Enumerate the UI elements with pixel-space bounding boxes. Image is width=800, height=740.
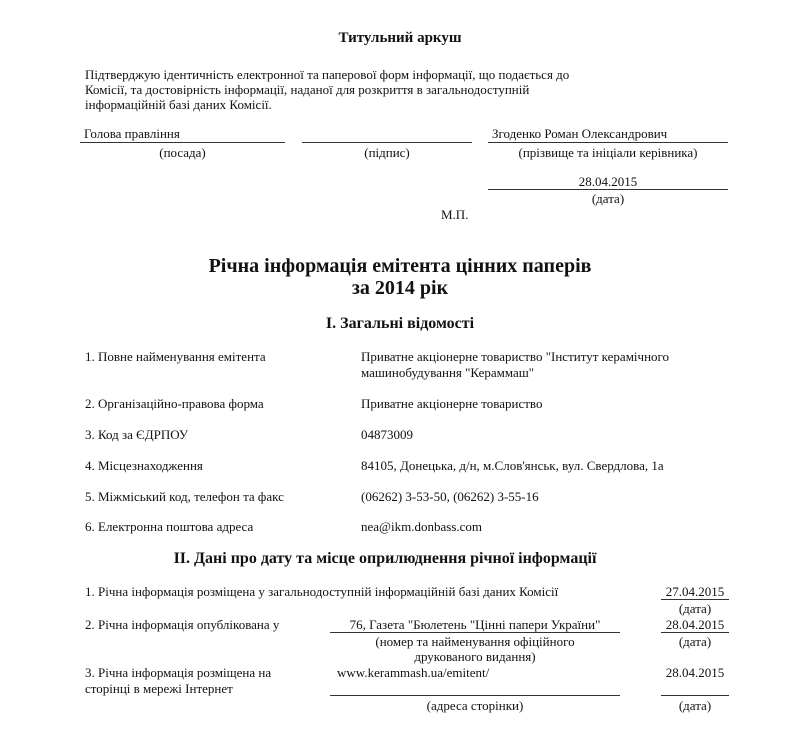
info-value: 04873009	[361, 427, 413, 442]
info-label: 4. Місцезнаходження	[85, 458, 203, 473]
info-label: 3. Код за ЄДРПОУ	[85, 427, 189, 442]
signature-underline	[302, 142, 472, 143]
url-underline	[330, 695, 620, 696]
print-date-caption: (дата)	[678, 634, 712, 649]
db-date-caption: (дата)	[678, 601, 712, 616]
publication-web-date: 28.04.2015	[665, 665, 725, 680]
section1-heading: І. Загальні відомості	[325, 315, 475, 332]
print-date-underline	[661, 632, 729, 633]
position-underline	[80, 142, 285, 143]
info-label: 2. Організаційно-правова форма	[85, 396, 264, 411]
title-sheet-heading: Титульний аркуш	[338, 30, 462, 46]
info-value: (06262) 3-53-50, (06262) 3-55-16	[361, 489, 539, 504]
publication-caption: (номер та найменування офіційного	[375, 634, 575, 649]
publication-db-date: 27.04.2015	[665, 584, 725, 599]
info-value: 84105, Донецька, д/н, м.Слов'янськ, вул. Свердлова, 1а	[361, 458, 664, 473]
publication-print-name: 76, Газета "Бюлетень "Цінні папери України"	[349, 617, 601, 632]
section2-heading: ІІ. Дані про дату та місце оприлюднення річної інформації	[173, 550, 597, 567]
signature-caption: (підпис)	[364, 145, 410, 160]
publication-web-url[interactable]: www.kerammash.ua/emitent/	[337, 665, 490, 680]
stamp-label: М.П.	[441, 207, 469, 222]
sign-date: 28.04.2015	[578, 174, 638, 189]
info-value: nea@ikm.donbass.com	[361, 519, 483, 534]
publication-print-label: 2. Річна інформація опублікована у	[85, 617, 280, 632]
db-date-underline	[661, 599, 729, 600]
publication-underline	[330, 632, 620, 633]
publication-db-label: 1. Річна інформація розміщена у загальнодоступній інформаційній базі даних Комісії	[85, 584, 559, 599]
info-value: Приватне акціонерне товариство	[361, 396, 543, 411]
name-underline	[488, 142, 728, 143]
report-title-line2: за 2014 рік	[351, 277, 449, 299]
position-caption: (посада)	[159, 145, 206, 160]
publication-web-label: 3. Річна інформація розміщена на	[85, 665, 272, 680]
publication-print-date: 28.04.2015	[665, 617, 725, 632]
info-label: 5. Міжміський код, телефон та факс	[85, 489, 284, 504]
confirmation-line: Підтверджую ідентичність електронної та паперової форм інформації, що подається до	[85, 67, 570, 82]
url-caption: (адреса сторінки)	[426, 698, 524, 713]
director-name: Згоденко Роман Олександрович	[492, 126, 668, 141]
date-caption: (дата)	[591, 191, 625, 206]
publication-caption: друкованого видання)	[414, 649, 536, 664]
publication-web-label: сторінці в мережі Інтернет	[85, 681, 233, 696]
confirmation-line: Комісії, та достовірність інформації, наданої для розкриття в загальнодоступній	[85, 82, 530, 97]
position-value: Голова правління	[84, 126, 180, 141]
info-label: 6. Електронна поштова адреса	[85, 519, 254, 534]
confirmation-line: інформаційній базі даних Комісії.	[85, 97, 272, 112]
web-date-caption: (дата)	[678, 698, 712, 713]
web-date-underline	[661, 695, 729, 696]
name-caption: (прізвище та ініціали керівника)	[518, 145, 698, 160]
date-underline	[488, 189, 728, 190]
report-title-line1: Річна інформація емітента цінних паперів	[208, 255, 592, 277]
info-value: машинобудування "Кераммаш"	[361, 365, 535, 380]
info-label: 1. Повне найменування емітента	[85, 349, 266, 364]
info-value: Приватне акціонерне товариство "Інститут керамічного	[361, 349, 670, 364]
